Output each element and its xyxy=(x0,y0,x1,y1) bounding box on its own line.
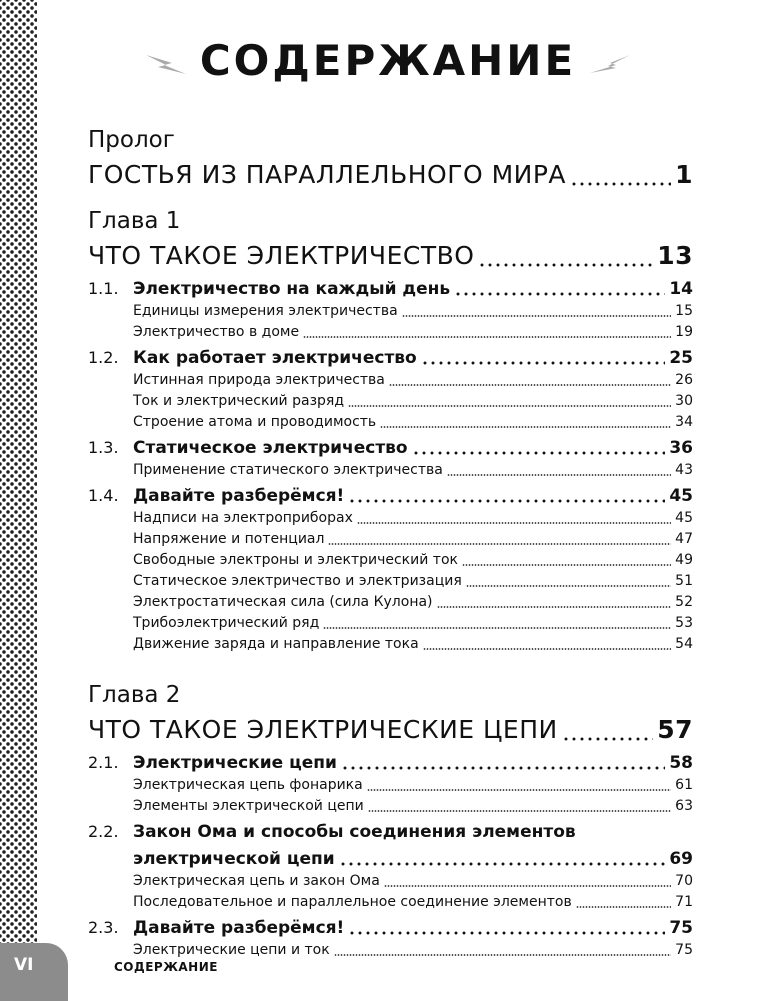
page-ref: 47 xyxy=(675,531,693,547)
dot-leader xyxy=(323,613,671,634)
entry-title: Статическое электричество xyxy=(133,438,408,458)
title-text: СОДЕРЖАНИЕ xyxy=(199,36,577,85)
page-ref: 52 xyxy=(675,594,693,610)
page-ref: 14 xyxy=(669,279,693,299)
dot-leader xyxy=(348,916,665,940)
section-entry[interactable] xyxy=(88,820,693,844)
subsection-entry[interactable] xyxy=(88,571,693,592)
dot-leader xyxy=(466,571,671,592)
dot-leader xyxy=(562,712,653,748)
dot-leader xyxy=(462,550,671,571)
table-of-contents xyxy=(88,112,693,961)
entry-title: Ток и электрический разряд xyxy=(133,393,344,409)
dot-leader xyxy=(423,634,672,655)
dot-leader xyxy=(402,301,672,322)
chapter-entry[interactable] xyxy=(88,157,693,193)
page-ref: 19 xyxy=(675,324,693,340)
page-ref: 25 xyxy=(669,348,693,368)
section-entry[interactable] xyxy=(88,484,693,508)
section-entry[interactable] xyxy=(88,346,693,370)
dot-leader xyxy=(367,775,671,796)
subsection-entry[interactable] xyxy=(88,592,693,613)
entry-title: Свободные электроны и электрический ток xyxy=(133,552,458,568)
subsection-entry[interactable] xyxy=(88,391,693,412)
dot-leader xyxy=(328,529,671,550)
dot-leader xyxy=(303,322,671,343)
page-ref: 15 xyxy=(675,303,693,319)
entry-title: Надписи на электроприборах xyxy=(133,510,353,526)
subsection-entry[interactable] xyxy=(88,634,693,655)
page-ref: 71 xyxy=(675,894,693,910)
page-ref: 34 xyxy=(675,414,693,430)
dot-leader xyxy=(570,157,671,193)
dot-leader xyxy=(412,436,666,460)
entry-title: Давайте разберёмся! xyxy=(133,918,345,938)
page-ref: 53 xyxy=(675,615,693,631)
section-number: 2.3. xyxy=(88,918,119,937)
chapter-label xyxy=(88,124,693,157)
page-ref: 57 xyxy=(657,715,693,744)
page-ref: 51 xyxy=(675,573,693,589)
spacer xyxy=(88,655,693,667)
dotted-edge-decoration xyxy=(0,0,37,1001)
subsection-entry[interactable] xyxy=(88,775,693,796)
page-number-tab xyxy=(0,943,68,1001)
page-ref: 43 xyxy=(675,462,693,478)
entry-title: Последовательное и параллельное соединение элементов xyxy=(133,894,572,910)
chapter-label-text: Глава 2 xyxy=(88,682,181,708)
entry-title: Электрические цепи xyxy=(133,753,337,773)
chapter-label-text: Глава 1 xyxy=(88,208,181,234)
chapter-entry[interactable] xyxy=(88,238,693,274)
entry-title: Как работает электричество xyxy=(133,348,417,368)
lightning-bolt-icon xyxy=(146,53,186,75)
subsection-entry[interactable] xyxy=(88,412,693,433)
dot-leader xyxy=(447,460,671,481)
chapter-label xyxy=(88,205,693,238)
entry-title: Закон Ома и способы соединения элементов xyxy=(133,822,576,842)
entry-title: Строение атома и проводимость xyxy=(133,414,377,430)
section-entry[interactable] xyxy=(88,751,693,775)
subsection-entry[interactable] xyxy=(88,796,693,817)
section-number: 1.3. xyxy=(88,438,119,457)
section-entry[interactable] xyxy=(88,916,693,940)
subsection-entry[interactable] xyxy=(88,529,693,550)
dot-leader xyxy=(334,940,671,961)
page-ref: 63 xyxy=(675,798,693,814)
entry-title: Электрическая цепь фонарика xyxy=(133,777,363,793)
page-ref: 45 xyxy=(669,486,693,506)
dot-leader xyxy=(389,370,671,391)
dot-leader xyxy=(339,847,666,871)
subsection-entry[interactable] xyxy=(88,508,693,529)
dot-leader xyxy=(368,796,671,817)
chapter-label xyxy=(88,679,693,712)
entry-title: Электричество в доме xyxy=(133,324,300,340)
subsection-entry[interactable] xyxy=(88,613,693,634)
dot-leader xyxy=(341,751,665,775)
entry-title: Трибоэлектрический ряд xyxy=(133,615,320,631)
page-ref: 75 xyxy=(669,918,693,938)
entry-title: ЧТО ТАКОЕ ЭЛЕКТРИЧЕСКИЕ ЦЕПИ xyxy=(88,715,558,744)
dot-leader xyxy=(421,346,666,370)
page-number: VI xyxy=(14,955,34,975)
entry-title: Применение статического электричества xyxy=(133,462,443,478)
page-ref: 1 xyxy=(675,160,693,189)
lightning-bolt-icon xyxy=(590,53,630,75)
section-number: 1.4. xyxy=(88,486,119,505)
subsection-entry[interactable] xyxy=(88,940,693,961)
entry-title: Единицы измерения электричества xyxy=(133,303,398,319)
subsection-entry[interactable] xyxy=(88,301,693,322)
dot-leader xyxy=(454,277,665,301)
entry-title: Электрическая цепь и закон Ома xyxy=(133,873,380,889)
page-ref: 13 xyxy=(657,241,693,270)
entry-title: ГОСТЬЯ ИЗ ПАРАЛЛЕЛЬНОГО МИРА xyxy=(88,160,567,189)
section-number: 2.1. xyxy=(88,753,119,772)
dot-leader xyxy=(380,412,671,433)
dot-leader xyxy=(348,391,671,412)
subsection-entry[interactable] xyxy=(88,322,693,343)
entry-title: Электричество на каждый день xyxy=(133,279,451,299)
dot-leader xyxy=(576,892,671,913)
subsection-entry[interactable] xyxy=(88,871,693,892)
section-entry[interactable] xyxy=(88,277,693,301)
subsection-entry[interactable] xyxy=(88,460,693,481)
subsection-entry[interactable] xyxy=(88,370,693,391)
dot-leader xyxy=(437,592,672,613)
chapter-entry[interactable] xyxy=(88,712,693,748)
subsection-entry[interactable] xyxy=(88,550,693,571)
entry-title: электрической цепи xyxy=(133,849,335,869)
entry-title: Истинная природа электричества xyxy=(133,372,385,388)
dot-leader xyxy=(357,508,671,529)
entry-title: Напряжение и потенциал xyxy=(133,531,325,547)
entry-title: Элементы электрической цепи xyxy=(133,798,364,814)
dot-leader xyxy=(478,238,653,274)
dot-leader xyxy=(348,484,665,508)
subsection-entry[interactable] xyxy=(88,892,693,913)
page-ref: 70 xyxy=(675,873,693,889)
section-number: 1.2. xyxy=(88,348,119,367)
section-entry[interactable] xyxy=(88,847,693,871)
page-ref: 75 xyxy=(675,942,693,958)
section-entry[interactable] xyxy=(88,436,693,460)
page-ref: 54 xyxy=(675,636,693,652)
dot-leader xyxy=(384,871,671,892)
page-ref: 61 xyxy=(675,777,693,793)
section-number: 2.2. xyxy=(88,822,119,841)
entry-title: Давайте разберёмся! xyxy=(133,486,345,506)
page-ref: 45 xyxy=(675,510,693,526)
page-ref: 58 xyxy=(669,753,693,773)
entry-title: Электрические цепи и ток xyxy=(133,942,330,958)
page-ref: 26 xyxy=(675,372,693,388)
entry-title: ЧТО ТАКОЕ ЭЛЕКТРИЧЕСТВО xyxy=(88,241,475,270)
entry-title: Электростатическая сила (сила Кулона) xyxy=(133,594,433,610)
chapter-label-text: Пролог xyxy=(88,127,175,153)
entry-title: Движение заряда и направление тока xyxy=(133,636,419,652)
running-title: СОДЕРЖАНИЕ xyxy=(114,960,218,974)
page-ref: 36 xyxy=(669,438,693,458)
entry-title: Статическое электричество и электризация xyxy=(133,573,462,589)
page-ref: 69 xyxy=(669,849,693,869)
page-ref: 49 xyxy=(675,552,693,568)
page-title xyxy=(0,36,776,85)
page-ref: 30 xyxy=(675,393,693,409)
section-number: 1.1. xyxy=(88,279,119,298)
